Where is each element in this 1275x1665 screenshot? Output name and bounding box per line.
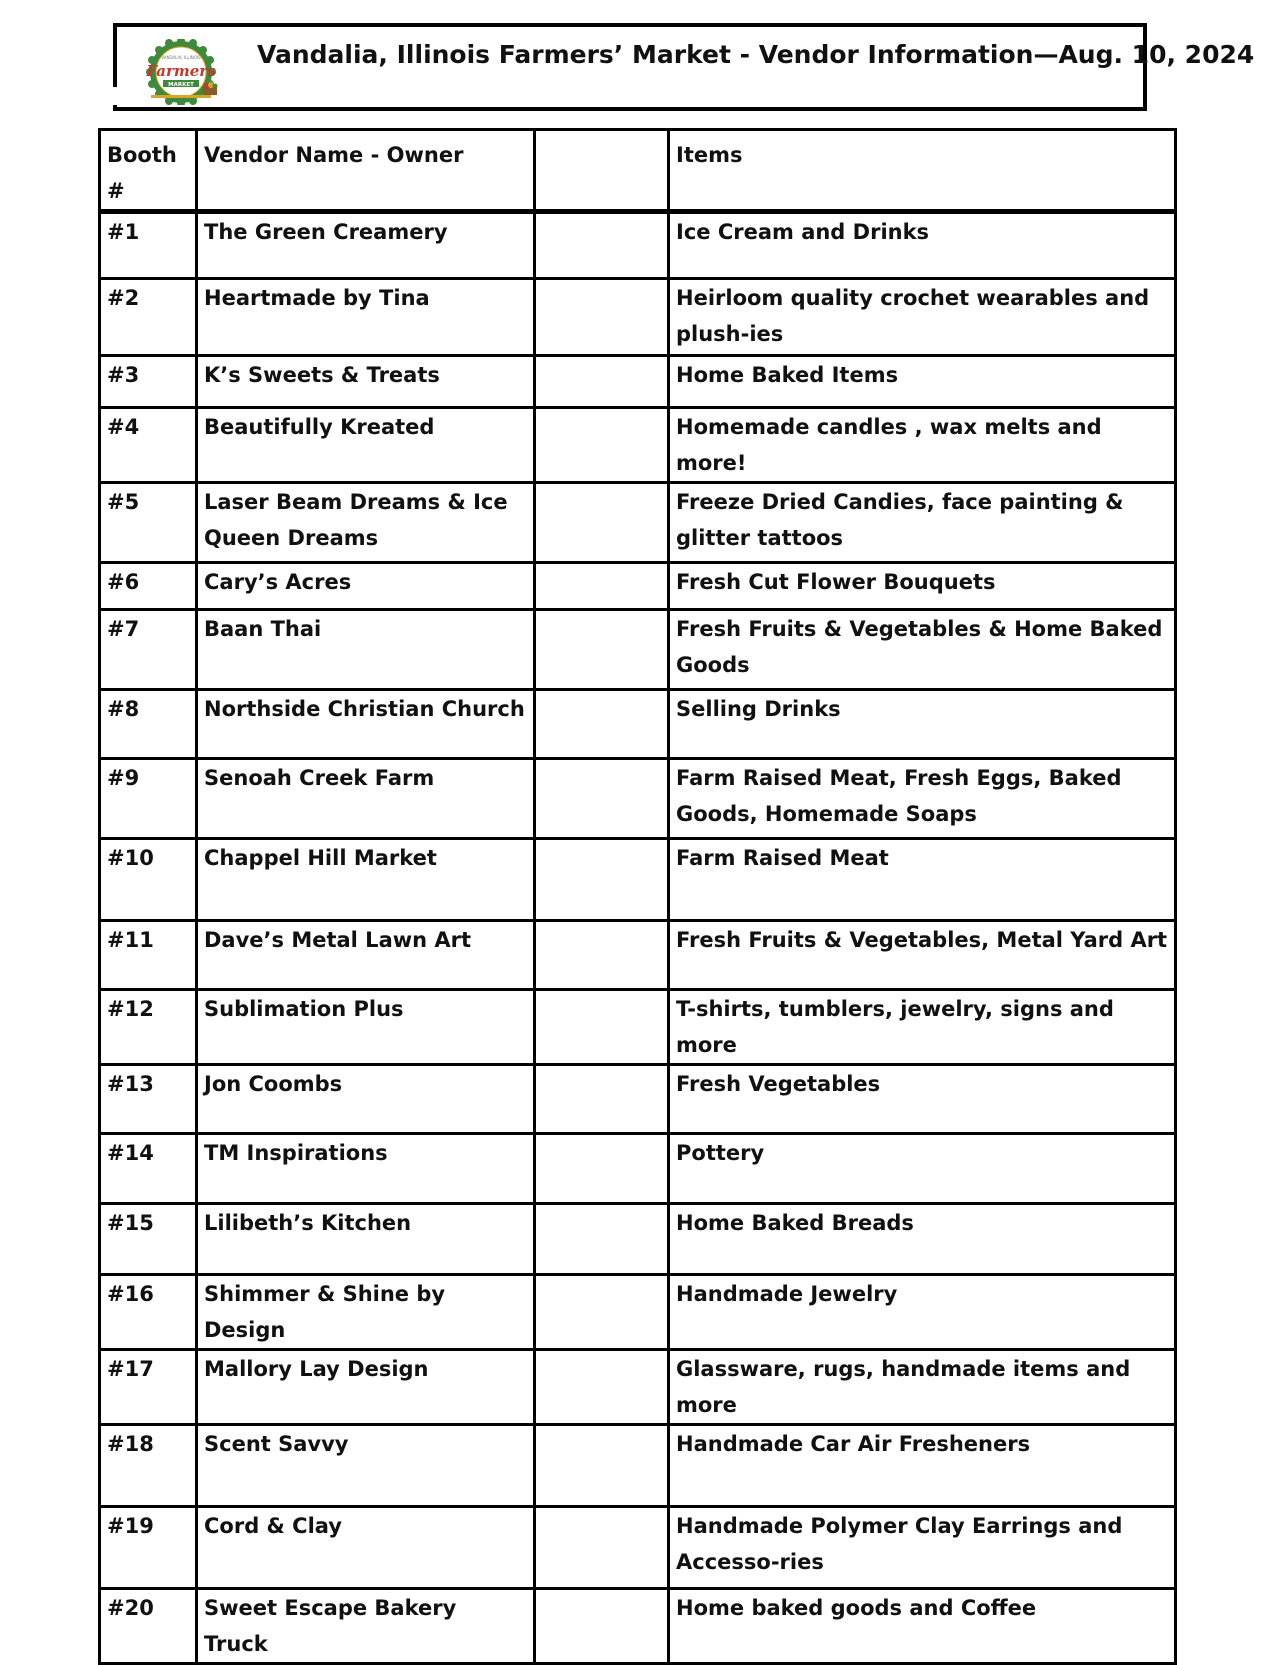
farmers-market-logo [141,39,221,105]
blank-cell [535,563,669,610]
vendor-name: Chappel Hill Market [197,839,535,921]
booth-number: #14 [100,1134,197,1204]
vendor-items: Fresh Fruits & Vegetables & Home Baked Goods [669,610,1176,690]
booth-number: #2 [100,279,197,356]
table-row [100,1134,1176,1204]
blank-cell [535,279,669,356]
blank-cell [535,1589,669,1664]
vendor-items: Freeze Dried Candies, face painting & glitter tattoos [669,483,1176,563]
table-row [100,408,1176,483]
vendor-items: Farm Raised Meat, Fresh Eggs, Baked Goods, Homemade Soaps [669,759,1176,839]
vendor-items: Home Baked Breads [669,1204,1176,1275]
table-row [100,690,1176,759]
table-row [100,839,1176,921]
vendor-name: Northside Christian Church [197,690,535,759]
booth-number: #19 [100,1507,197,1589]
blank-cell [535,921,669,990]
header-booth: Booth # [100,130,197,212]
vendor-items: Home baked goods and Coffee [669,1589,1176,1664]
blank-cell [535,1507,669,1589]
booth-number: #8 [100,690,197,759]
vendor-items: Home Baked Items [669,356,1176,408]
booth-number: #18 [100,1425,197,1507]
table-row [100,1350,1176,1425]
vendor-name: Shimmer & Shine by Design [197,1275,535,1350]
vendor-name: Lilibeth’s Kitchen [197,1204,535,1275]
booth-number: #20 [100,1589,197,1664]
vendor-items: Pottery [669,1134,1176,1204]
booth-number: #10 [100,839,197,921]
blank-cell [535,1425,669,1507]
vendor-name: Cary’s Acres [197,563,535,610]
booth-number: #5 [100,483,197,563]
document-header [113,23,1255,111]
blank-cell [535,1275,669,1350]
vendor-items: Handmade Polymer Clay Earrings and Accesso-ries [669,1507,1176,1589]
booth-number: #6 [100,563,197,610]
blank-cell [535,1204,669,1275]
booth-number: #16 [100,1275,197,1350]
blank-cell [535,1134,669,1204]
vendor-table [98,128,1177,1665]
table-row [100,563,1176,610]
vendor-name: Scent Savvy [197,1425,535,1507]
header-vendor: Vendor Name - Owner [197,130,535,212]
vendor-name: Baan Thai [197,610,535,690]
booth-number: #13 [100,1065,197,1134]
booth-number: #12 [100,990,197,1065]
header-items: Items [669,130,1176,212]
table-row [100,1275,1176,1350]
blank-cell [535,1065,669,1134]
page-title: Vandalia, Illinois Farmers’ Market - Vendor Information—Aug. 10, 2024 [257,40,1255,69]
booth-number: #4 [100,408,197,483]
table-row [100,759,1176,839]
booth-number: #17 [100,1350,197,1425]
vendor-name: Sublimation Plus [197,990,535,1065]
table-row [100,279,1176,356]
vendor-items: Selling Drinks [669,690,1176,759]
blank-cell [535,212,669,279]
blank-cell [535,610,669,690]
vendor-items: Fresh Vegetables [669,1065,1176,1134]
vendor-items: Heirloom quality crochet wearables and plush-ies [669,279,1176,356]
vendor-name: TM Inspirations [197,1134,535,1204]
vendor-items: Glassware, rugs, handmade items and more [669,1350,1176,1425]
table-header-row [100,130,1176,212]
table-row [100,1204,1176,1275]
border-gap [111,87,119,105]
vendor-name: Sweet Escape Bakery Truck [197,1589,535,1664]
header-blank [535,130,669,212]
blank-cell [535,408,669,483]
vendor-items: Farm Raised Meat [669,839,1176,921]
logo-text-bottom: MARKET [168,82,194,88]
blank-cell [535,483,669,563]
blank-cell [535,759,669,839]
table-row [100,483,1176,563]
booth-number: #3 [100,356,197,408]
vendor-items: Fresh Cut Flower Bouquets [669,563,1176,610]
table-row [100,610,1176,690]
vendor-items: Fresh Fruits & Vegetables, Metal Yard Art [669,921,1176,990]
vendor-items: Handmade Car Air Fresheners [669,1425,1176,1507]
booth-number: #1 [100,212,197,279]
vendor-name: Jon Coombs [197,1065,535,1134]
vendor-items: Handmade Jewelry [669,1275,1176,1350]
blank-cell [535,839,669,921]
table-row [100,356,1176,408]
vendor-name: Heartmade by Tina [197,279,535,356]
table-row [100,1589,1176,1664]
vendor-name: Cord & Clay [197,1507,535,1589]
table-row [100,990,1176,1065]
vendor-items: Homemade candles , wax melts and more! [669,408,1176,483]
vendor-items: T-shirts, tumblers, jewelry, signs and more [669,990,1176,1065]
table-row [100,1507,1176,1589]
blank-cell [535,990,669,1065]
logo-text-top: VANDALIA, ILLINOIS [161,55,201,60]
vendor-name: Laser Beam Dreams & Ice Queen Dreams [197,483,535,563]
vendor-name: Beautifully Kreated [197,408,535,483]
blank-cell [535,690,669,759]
table-row [100,212,1176,279]
vendor-name: Dave’s Metal Lawn Art [197,921,535,990]
booth-number: #11 [100,921,197,990]
logo-text-main: Farmers [146,62,216,80]
blank-cell [535,1350,669,1425]
vendor-name: Mallory Lay Design [197,1350,535,1425]
booth-number: #9 [100,759,197,839]
table-row [100,1425,1176,1507]
booth-number: #15 [100,1204,197,1275]
booth-number: #7 [100,610,197,690]
vendor-items: Ice Cream and Drinks [669,212,1176,279]
vendor-name: Senoah Creek Farm [197,759,535,839]
blank-cell [535,356,669,408]
vendor-name: K’s Sweets & Treats [197,356,535,408]
table-row [100,921,1176,990]
vendor-name: The Green Creamery [197,212,535,279]
table-row [100,1065,1176,1134]
